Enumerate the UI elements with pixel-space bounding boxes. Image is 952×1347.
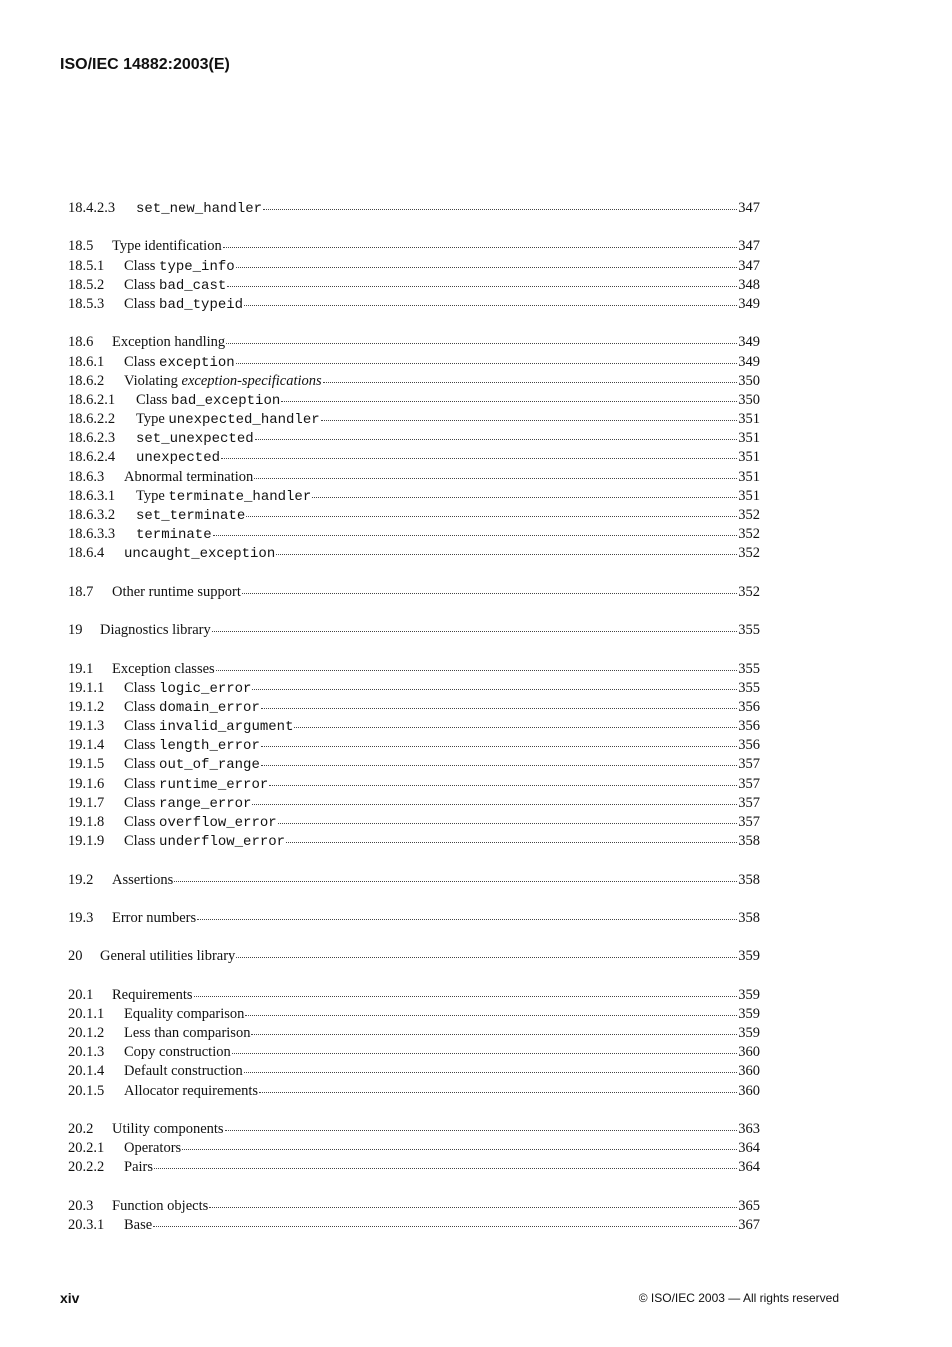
toc-entry-number: 20.2.1 [68,1140,105,1157]
title-text: Class [136,391,172,408]
toc-entry-title [124,1158,153,1177]
dot-leader [212,630,738,632]
toc-entry[interactable] [68,1120,760,1139]
dot-leader [254,477,737,479]
dot-leader [312,496,737,498]
document-header: ISO/IEC 14882:2003(E) [60,56,230,73]
title-text: Assertions [112,871,174,888]
title-text: Requirements [112,986,193,1003]
toc-entry-number: 18.6.2.3 [68,430,116,447]
toc-entry-title [124,679,251,699]
code-identifier: bad_cast [159,277,227,294]
dot-leader [321,419,738,421]
dot-leader [252,688,737,690]
title-text: Class [124,718,160,735]
dot-leader [255,438,738,440]
title-text: Error numbers [112,909,197,926]
toc-spacer [68,1101,760,1120]
code-identifier: out_of_range [159,757,260,774]
toc-entry-page: 357 [738,794,760,811]
toc-entry-title [112,333,225,352]
title-text: Pairs [124,1159,153,1176]
toc-entry[interactable] [68,909,760,928]
toc-entry-number: 18.6.2.2 [68,411,116,428]
toc-entry[interactable] [68,1043,760,1062]
toc-entry-page: 358 [738,833,760,850]
toc-entry-number: 20.2.2 [68,1159,105,1176]
toc-entry-page: 351 [738,430,760,447]
code-identifier: unexpected [136,450,221,467]
dot-leader [261,745,737,747]
dot-leader [251,1033,737,1035]
toc-entry-title [124,794,251,814]
toc-entry-number: 20.3.1 [68,1216,105,1233]
title-text: Utility components [112,1121,224,1137]
title-text: Base [124,1216,153,1233]
toc-entry-title [124,717,293,737]
code-identifier: uncaught_exception [124,546,276,563]
toc-entry-page: 365 [738,1197,760,1214]
toc-entry-title [124,295,243,315]
toc-entry[interactable] [68,372,760,391]
toc-entry-title [124,832,285,852]
dot-leader [227,285,737,287]
toc-entry[interactable] [68,698,760,717]
title-text: Class [124,679,160,696]
toc-entry-page: 364 [738,1159,760,1176]
dot-leader [209,1206,737,1208]
toc-entry-number: 19.1.5 [68,756,105,773]
dot-leader [261,707,737,709]
toc-entry[interactable] [68,1216,760,1235]
toc-entry-page: 364 [738,1140,760,1157]
dot-leader [194,995,738,997]
code-identifier: unexpected_handler [168,412,320,429]
toc-entry[interactable] [68,333,760,352]
dot-leader [236,266,738,268]
toc-entry-number: 18.7 [68,583,94,600]
dot-leader [174,880,737,882]
toc-entry[interactable] [68,1062,760,1081]
code-identifier: terminate_handler [168,488,312,505]
toc-entry-title [136,525,212,545]
toc-spacer [68,640,760,659]
toc-entry[interactable] [68,717,760,736]
title-text: Operators [124,1140,182,1157]
toc-entry-title [124,755,260,775]
toc-entry-title [124,276,226,296]
toc-entry-page: 358 [738,909,760,926]
toc-spacer [68,1178,760,1197]
toc-entry-number: 18.6.1 [68,353,105,370]
toc-entry-title [124,544,275,564]
toc-entry[interactable] [68,832,760,851]
toc-entry-number: 19.1.3 [68,718,105,735]
title-text: Class [124,276,160,293]
toc-entry-number: 18.5.3 [68,295,105,312]
dot-leader [252,803,737,805]
toc-entry[interactable] [68,775,760,794]
toc-entry[interactable] [68,583,760,602]
toc-entry-title [124,468,253,487]
toc-entry-number: 20.1.3 [68,1044,105,1061]
code-identifier: bad_exception [171,392,281,409]
dot-leader [281,400,737,402]
toc-entry-number: 19.1.7 [68,794,105,811]
toc-entry-title [124,1024,250,1043]
toc-entry-title [100,947,235,966]
code-identifier: set_unexpected [136,431,254,448]
dot-leader [294,726,737,728]
code-identifier: domain_error [159,699,260,716]
toc-entry[interactable] [68,1024,760,1043]
toc-entry-title [136,448,220,468]
toc-spacer [68,564,760,583]
toc-entry[interactable] [68,295,760,314]
title-text: Exception classes [112,660,215,677]
dot-leader [182,1148,737,1150]
toc-entry[interactable] [68,257,760,276]
title-text: Class [124,775,160,792]
dot-leader [245,1014,737,1016]
code-identifier: type_info [159,258,235,275]
toc-entry[interactable] [68,237,760,256]
toc-entry-page: 355 [738,679,760,696]
toc-entry-number: 19.1.6 [68,775,105,792]
toc-entry-title [124,1005,244,1024]
toc-entry-page: 359 [738,1025,760,1042]
title-text: Violating [124,372,182,389]
dot-leader [153,1225,737,1227]
dot-leader [263,208,737,210]
toc-entry[interactable] [68,487,760,506]
dot-leader [278,822,738,824]
dot-leader [236,362,738,364]
toc-entry-title [124,1082,258,1101]
toc-entry-title [136,410,320,430]
dot-leader [226,342,737,344]
toc-entry-title [100,621,211,640]
title-text: Class [124,794,160,811]
toc-entry-page: 356 [738,718,760,735]
title-text: Class [124,353,160,370]
toc-entry-title [112,660,215,679]
toc-entry-number: 19.1.1 [68,679,105,696]
title-text: Default construction [124,1063,243,1080]
toc-entry-title [136,199,262,219]
toc-entry-page: 350 [738,391,760,408]
toc-entry[interactable] [68,1082,760,1101]
toc-entry-title [124,257,235,277]
toc-spacer [68,890,760,909]
toc-entry-number: 20.1.4 [68,1063,105,1080]
toc-entry-number: 19.2 [68,871,94,888]
title-text: Copy construction [124,1044,231,1061]
toc-entry[interactable] [68,448,760,467]
toc-spacer [68,314,760,333]
toc-entry-title [112,986,193,1005]
toc-entry-number: 19.1 [68,660,94,677]
toc-entry-page: 357 [738,814,760,830]
toc-entry-page: 356 [738,737,760,754]
dot-leader [244,1071,737,1073]
toc-entry[interactable] [68,525,760,544]
toc-entry-page: 352 [738,545,760,562]
dot-leader [197,918,737,920]
code-identifier: runtime_error [159,776,269,793]
table-of-contents [68,199,760,1235]
toc-entry-number: 19 [68,622,83,639]
title-text: Class [124,737,160,754]
toc-entry-number: 18.5.1 [68,257,105,274]
toc-entry[interactable] [68,410,760,429]
toc-entry-title [112,871,173,890]
toc-entry-title [124,1062,243,1081]
page-number: xiv [60,1290,80,1306]
toc-entry-title [124,1043,231,1062]
toc-entry-number: 20.3 [68,1197,94,1214]
title-text: Diagnostics library [100,622,211,639]
toc-entry-title [124,698,260,718]
toc-entry[interactable] [68,391,760,410]
toc-entry-page: 359 [738,986,760,1003]
toc-entry-page: 350 [738,372,760,389]
toc-entry-number: 18.5.2 [68,276,105,293]
toc-entry-number: 18.6.2.1 [68,391,116,408]
dot-leader [232,1052,738,1054]
toc-entry-page: 349 [738,295,760,312]
dot-leader [323,381,738,383]
toc-entry-page: 355 [738,622,760,639]
dot-leader [225,1129,738,1131]
copyright-notice: © ISO/IEC 2003 — All rights reserved [638,1291,839,1305]
title-text: Type [136,411,169,428]
toc-entry-number: 20 [68,948,83,965]
dot-leader [276,553,737,555]
toc-entry-number: 20.1.5 [68,1082,105,1099]
toc-entry-number: 18.4.2.3 [68,200,116,216]
code-identifier: terminate [136,527,212,544]
code-identifier: set_new_handler [136,201,263,217]
toc-entry-page: 352 [738,583,760,600]
toc-entry-title [112,237,222,256]
toc-entry-number: 18.6 [68,334,94,351]
dot-leader [269,784,737,786]
toc-entry-page: 359 [738,1005,760,1022]
dot-leader [223,246,738,248]
title-text: Class [124,833,160,850]
toc-entry[interactable] [68,736,760,755]
title-text: Class [124,756,160,773]
toc-entry-number: 18.6.3.3 [68,526,116,543]
code-identifier: exception [159,354,235,371]
toc-entry[interactable] [68,506,760,525]
toc-entry-page: 355 [738,660,760,677]
toc-entry-number: 18.6.3 [68,468,105,485]
toc-spacer [68,967,760,986]
toc-entry-title [124,736,260,756]
toc-entry-number: 19.1.2 [68,698,105,715]
toc-entry-number: 20.2 [68,1121,94,1137]
dot-leader [246,515,737,517]
toc-entry-title [112,909,196,928]
toc-entry-page: 357 [738,756,760,773]
toc-entry-number: 20.1 [68,986,94,1003]
code-identifier: logic_error [159,680,252,697]
toc-entry-number: 18.6.3.1 [68,487,116,504]
toc-entry-title [112,1197,208,1216]
toc-entry-number: 19.1.4 [68,737,105,754]
toc-entry-page: 349 [738,334,760,351]
toc-entry-page: 363 [738,1121,760,1137]
toc-entry-page: 352 [738,526,760,543]
toc-entry-page: 351 [738,449,760,466]
toc-entry[interactable] [68,353,760,372]
dot-leader [213,534,738,536]
toc-entry-page: 348 [738,276,760,293]
toc-entry[interactable] [68,544,760,563]
toc-entry-title [124,372,322,391]
toc-spacer [68,928,760,947]
dot-leader [236,956,737,958]
title-text: Less than comparison [124,1025,251,1042]
toc-entry[interactable] [68,986,760,1005]
title-text: Class [124,295,160,312]
toc-entry-number: 20.1.2 [68,1025,105,1042]
toc-entry-title [124,353,235,373]
toc-entry-title [124,813,277,833]
toc-entry-number: 18.6.3.2 [68,507,116,523]
toc-entry-title [136,391,280,411]
toc-entry-page: 349 [738,353,760,370]
title-text: Class [124,257,160,274]
title-text: exception-specifications [181,372,322,389]
toc-spacer [68,851,760,870]
toc-entry[interactable] [68,794,760,813]
toc-entry-page: 367 [738,1216,760,1233]
toc-entry-page: 360 [738,1044,760,1061]
toc-entry-title [112,1120,224,1139]
title-text: Type identification [112,238,222,255]
toc-entry[interactable] [68,871,760,890]
title-text: Allocator requirements [124,1082,259,1099]
toc-spacer [68,218,760,237]
toc-entry-page: 347 [738,200,760,216]
toc-entry-page: 360 [738,1063,760,1080]
toc-entry-number: 19.3 [68,909,94,926]
toc-entry-number: 18.5 [68,238,94,255]
dot-leader [244,304,737,306]
title-text: Class [124,814,160,830]
dot-leader [286,841,737,843]
toc-entry-page: 351 [738,411,760,428]
code-identifier: range_error [159,795,252,812]
toc-entry[interactable] [68,679,760,698]
toc-entry-page: 351 [738,468,760,485]
dot-leader [154,1167,737,1169]
toc-entry[interactable] [68,1158,760,1177]
toc-entry-title [136,506,245,526]
toc-entry[interactable] [68,621,760,640]
toc-entry[interactable] [68,429,760,448]
toc-entry[interactable] [68,1197,760,1216]
toc-entry[interactable] [68,1005,760,1024]
toc-entry-number: 19.1.9 [68,833,105,850]
title-text: General utilities library [100,948,236,965]
toc-entry-number: 18.6.4 [68,545,105,562]
toc-entry-page: 360 [738,1082,760,1099]
toc-entry-number: 19.1.8 [68,814,105,830]
toc-entry-page: 358 [738,871,760,888]
toc-entry-page: 347 [738,257,760,274]
toc-entry[interactable] [68,199,760,218]
title-text: Type [136,487,169,504]
toc-entry-page: 359 [738,948,760,965]
toc-entry-number: 18.6.2 [68,372,105,389]
toc-entry-title [112,583,241,602]
toc-entry[interactable] [68,276,760,295]
code-identifier: overflow_error [159,815,277,831]
toc-entry-title [124,1216,152,1235]
toc-entry-page: 351 [738,487,760,504]
dot-leader [221,457,737,459]
toc-entry-number: 20.1.1 [68,1005,105,1022]
toc-entry[interactable] [68,755,760,774]
title-text: Equality comparison [124,1005,245,1022]
dot-leader [259,1091,737,1093]
toc-entry[interactable] [68,813,760,832]
title-text: Abnormal termination [124,468,254,485]
toc-entry-title [136,487,311,507]
code-identifier: underflow_error [159,834,286,851]
dot-leader [216,669,738,671]
toc-entry-page: 347 [738,238,760,255]
toc-entry[interactable] [68,660,760,679]
toc-entry-page: 356 [738,698,760,715]
toc-entry-title [124,775,268,795]
toc-entry[interactable] [68,947,760,966]
dot-leader [261,764,737,766]
code-identifier: length_error [159,738,260,755]
toc-entry-title [136,429,254,449]
toc-entry-page: 357 [738,775,760,792]
toc-entry-number: 18.6.2.4 [68,449,116,466]
title-text: Other runtime support [112,583,241,600]
toc-entry-title [124,1139,181,1158]
title-text: Class [124,698,160,715]
toc-entry-page: 352 [738,507,760,523]
dot-leader [242,592,737,594]
code-identifier: invalid_argument [159,719,294,736]
title-text: Function objects [112,1197,209,1214]
code-identifier: bad_typeid [159,296,244,313]
title-text: Exception handling [112,334,226,351]
toc-entry[interactable] [68,468,760,487]
toc-spacer [68,602,760,621]
code-identifier: set_terminate [136,508,246,524]
toc-entry[interactable] [68,1139,760,1158]
